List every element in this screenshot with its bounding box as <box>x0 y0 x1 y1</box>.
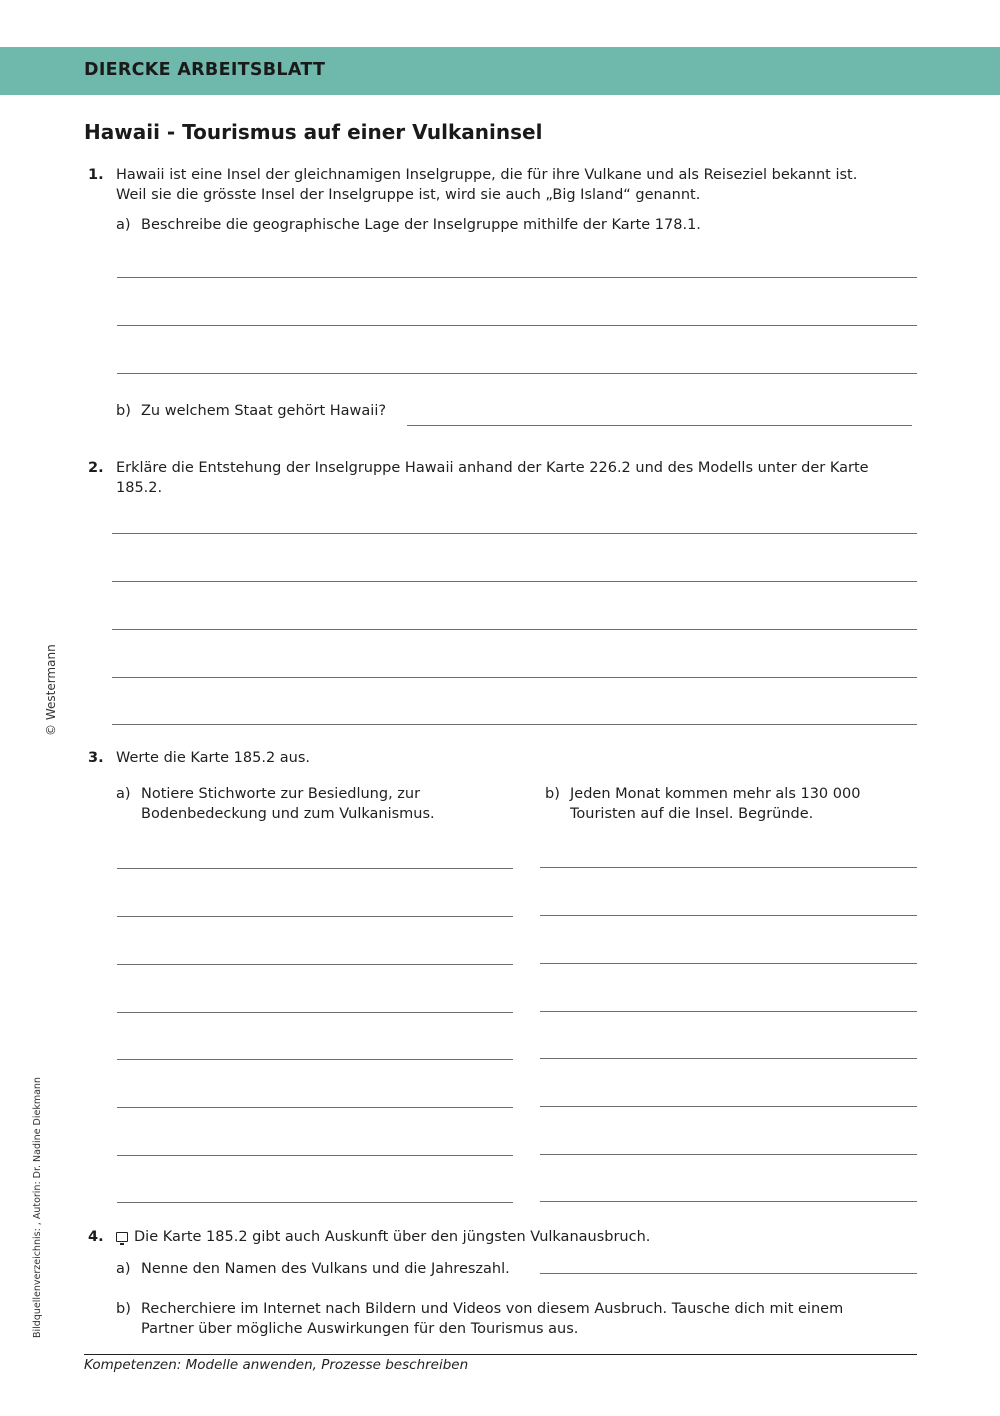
task-4-text-wrap <box>116 1227 650 1247</box>
task-1b-text: Zu welchem Staat gehört Hawaii? <box>141 403 387 419</box>
task-3b-answer-line[interactable] <box>540 1106 917 1107</box>
task-2-answer-line[interactable] <box>112 629 917 630</box>
footer-divider <box>84 1354 917 1355</box>
task-4-text: Die Karte 185.2 gibt auch Auskunft über den jüngsten Vulkanausbruch. <box>134 1229 651 1245</box>
task-2-number: 2. <box>88 460 104 476</box>
task-3b-answer-line[interactable] <box>540 1154 917 1155</box>
task-4-number: 4. <box>88 1229 104 1245</box>
task-1-number: 1. <box>88 167 104 183</box>
task-3a-text-line-2: Bodenbedeckung und zum Vulkanismus. <box>141 806 435 822</box>
task-3b-answer-line[interactable] <box>540 1011 917 1012</box>
task-1-text-line-1: Hawaii ist eine Insel der gleichnamigen Inselgruppe, die für ihre Vulkane und als Reiseziel bekannt ist. <box>116 167 858 183</box>
task-3b-label: b) <box>545 786 560 802</box>
task-2-answer-line[interactable] <box>112 533 917 534</box>
task-4b-label: b) <box>116 1301 131 1317</box>
task-4b-text-line-1: Recherchiere im Internet nach Bildern und Videos von diesem Ausbruch. Tausche dich mit einem <box>141 1301 844 1317</box>
footer-competencies: Kompetenzen: Modelle anwenden, Prozesse beschreiben <box>84 1357 469 1373</box>
task-3a-answer-line[interactable] <box>117 1059 513 1060</box>
task-2-text-line-1: Erkläre die Entstehung der Inselgruppe Hawaii anhand der Karte 226.2 und des Modells unter der Karte <box>116 460 869 476</box>
task-3a-answer-line[interactable] <box>117 1202 513 1203</box>
task-4a-answer-line[interactable] <box>540 1273 917 1274</box>
task-1b-answer-line[interactable] <box>407 425 912 426</box>
task-3b-answer-line[interactable] <box>540 915 917 916</box>
task-2-answer-line[interactable] <box>112 724 917 725</box>
header-title: DIERCKE ARBEITSBLATT <box>84 60 326 80</box>
task-1a-answer-line[interactable] <box>117 277 917 278</box>
task-2-answer-line[interactable] <box>112 677 917 678</box>
task-1-text-line-2: Weil sie die grösste Insel der Inselgruppe ist, wird sie auch „Big Island“ genannt. <box>116 187 701 203</box>
task-1a-text: Beschreibe die geographische Lage der Inselgruppe mithilfe der Karte 178.1. <box>141 217 701 233</box>
task-3a-text-line-1: Notiere Stichworte zur Besiedlung, zur <box>141 786 421 802</box>
task-3b-answer-line[interactable] <box>540 867 917 868</box>
task-4a-text: Nenne den Namen des Vulkans und die Jahreszahl. <box>141 1261 510 1277</box>
task-3-number: 3. <box>88 750 104 766</box>
task-2-text-line-2: 185.2. <box>116 480 163 496</box>
task-3a-answer-line[interactable] <box>117 1012 513 1013</box>
task-3a-answer-line[interactable] <box>117 916 513 917</box>
task-3-text: Werte die Karte 185.2 aus. <box>116 750 311 766</box>
task-3a-answer-line[interactable] <box>117 868 513 869</box>
task-3a-answer-line[interactable] <box>117 964 513 965</box>
task-1a-answer-line[interactable] <box>117 373 917 374</box>
task-3b-text-line-2: Touristen auf die Insel. Begründe. <box>570 806 814 822</box>
task-3a-answer-line[interactable] <box>117 1107 513 1108</box>
task-1b-label: b) <box>116 403 131 419</box>
credits-note: Bildquellenverzeichnis: , Autorin: Dr. Nadine Diekmann <box>32 1077 43 1338</box>
task-3b-answer-line[interactable] <box>540 1058 917 1059</box>
copyright-note: © Westermann <box>44 644 58 736</box>
task-3a-label: a) <box>116 786 131 802</box>
task-3b-answer-line[interactable] <box>540 1201 917 1202</box>
task-2-answer-line[interactable] <box>112 581 917 582</box>
task-4b-text-line-2: Partner über mögliche Auswirkungen für den Tourismus aus. <box>141 1321 579 1337</box>
task-3b-answer-line[interactable] <box>540 963 917 964</box>
task-4a-label: a) <box>116 1261 131 1277</box>
page-title: Hawaii - Tourismus auf einer Vulkaninsel <box>84 120 543 144</box>
task-3b-text-line-1: Jeden Monat kommen mehr als 130 000 <box>570 786 861 802</box>
task-1a-answer-line[interactable] <box>117 325 917 326</box>
computer-icon <box>116 1232 128 1242</box>
task-1a-label: a) <box>116 217 131 233</box>
task-3a-answer-line[interactable] <box>117 1155 513 1156</box>
